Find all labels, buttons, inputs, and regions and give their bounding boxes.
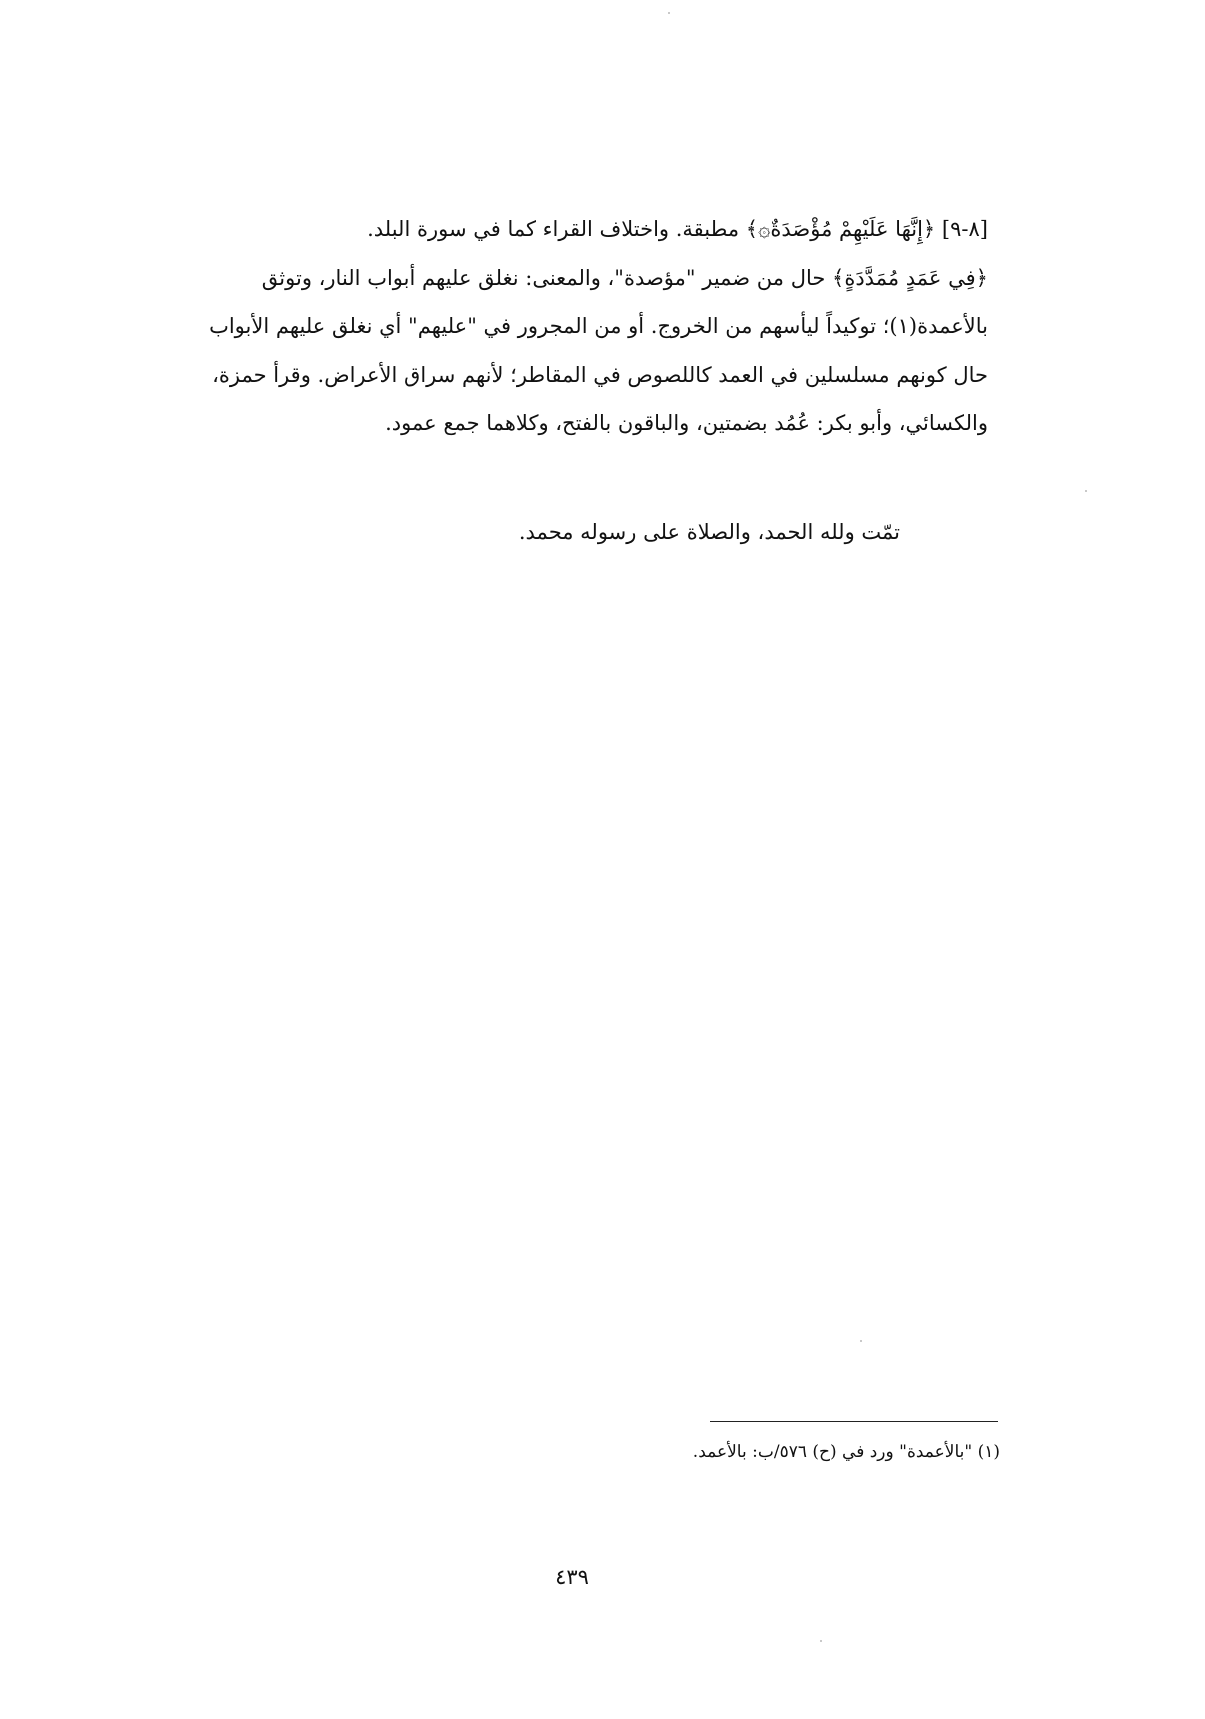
closing-line: تمّت ولله الحمد، والصلاة على رسوله محمد. xyxy=(518,520,900,544)
scan-speck xyxy=(1085,490,1087,492)
main-paragraph xyxy=(108,205,988,448)
text-line-2: ﴿فِي عَمَدٍ مُمَدَّدَةٍ﴾ حال من ضمير "مؤصدة"، والمعنى: نغلق عليهم أبواب النار، وتوثق xyxy=(261,265,988,290)
scan-speck xyxy=(668,12,670,14)
text-line-5: والكسائي، وأبو بكر: عُمُد بضمتين، والباقون بالفتح، وكلاهما جمع عمود. xyxy=(385,411,988,435)
footnote-divider xyxy=(710,1421,998,1422)
page-number: ٤٣٩ xyxy=(555,1565,589,1589)
scan-speck xyxy=(860,1340,862,1342)
text-line-3: بالأعمدة(١)؛ توكيداً ليأسهم من الخروج. أو من المجرور في "عليهم" أي نغلق عليهم الأبواب xyxy=(209,314,988,338)
scan-speck xyxy=(820,1640,822,1642)
footnote: (١) "بالأعمدة" ورد في (ح) ٥٧٦/ب: بالأعمد. xyxy=(692,1442,1000,1462)
text-line-4: حال كونهم مسلسلين في العمد كاللصوص في المقاطر؛ لأنهم سراق الأعراض. وقرأ حمزة، xyxy=(212,362,988,387)
text-line-1: [٨-٩] ﴿إِنَّهَا عَلَيْهِمْ مُؤْصَدَةٌ۞﴾ مطبقة. واختلاف القراء كما في سورة البلد. xyxy=(367,217,988,241)
